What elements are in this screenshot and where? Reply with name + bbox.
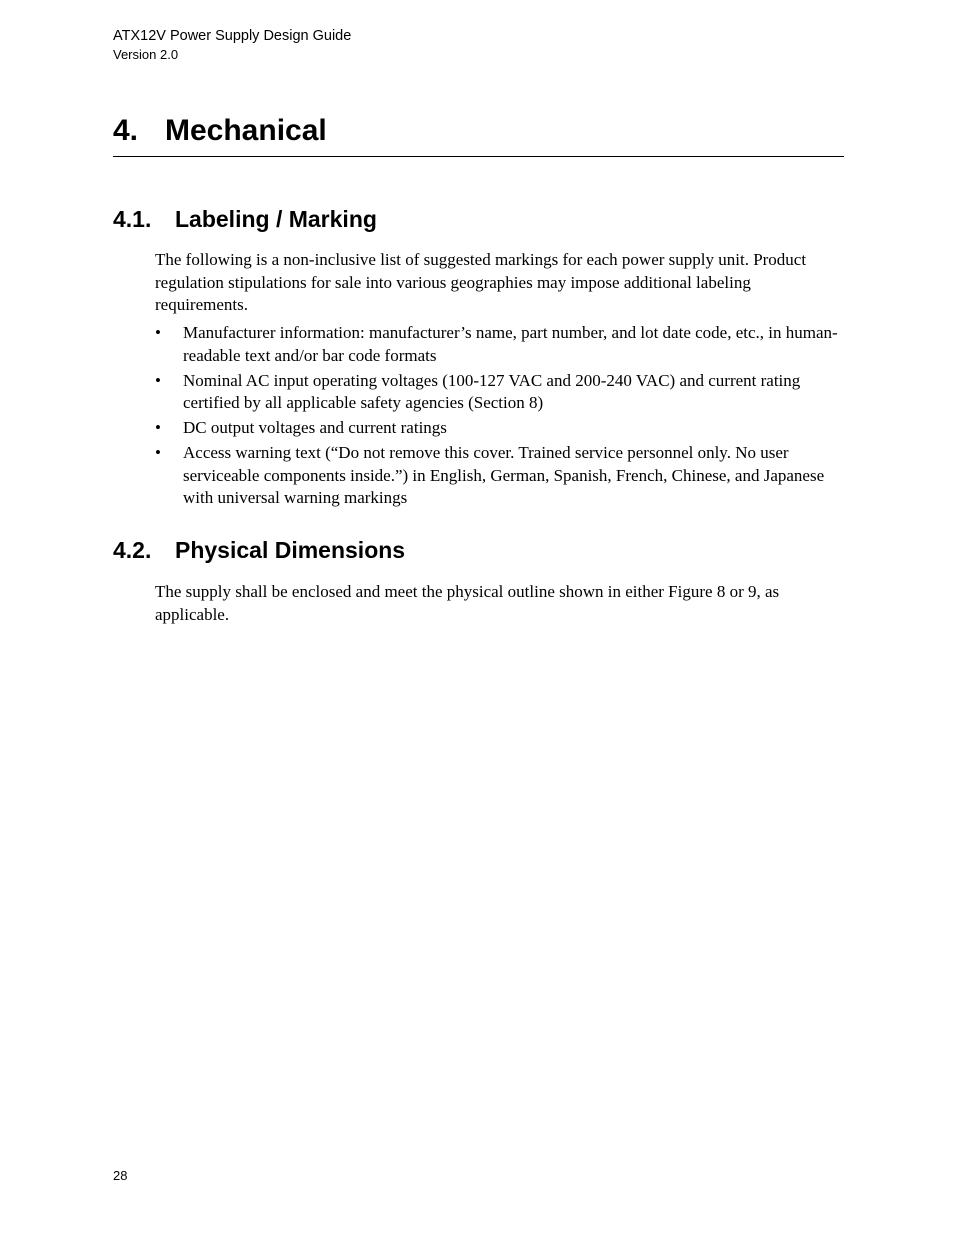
- bullet-icon: •: [155, 323, 161, 342]
- list-item: [155, 442, 845, 510]
- bullet-icon: •: [155, 443, 161, 462]
- document-header-title: ATX12V Power Supply Design Guide: [113, 28, 352, 44]
- marking-list: [155, 322, 845, 512]
- list-item: [155, 322, 845, 367]
- page-number: 28: [113, 1168, 128, 1183]
- list-item: [155, 417, 845, 440]
- list-item-text: Manufacturer information: manufacturer’s name, part number, and lot date code, etc., in human-readable text and/or bar code formats: [183, 323, 838, 365]
- section-heading-physical-dimensions: [113, 536, 405, 564]
- chapter-number: 4.: [113, 114, 139, 147]
- chapter-heading: [113, 108, 844, 157]
- list-item-text: DC output voltages and current ratings: [183, 418, 447, 437]
- section-number: 4.2.: [113, 537, 152, 563]
- labeling-paragraph: The following is a non-inclusive list of suggested markings for each power supply unit. Product regulation stipulations for sale into various geographies may impose additional labeling requirements.: [155, 250, 807, 314]
- list-item: [155, 370, 845, 415]
- bullet-icon: •: [155, 370, 161, 390]
- section-title: Physical Dimensions: [175, 537, 406, 563]
- document-version: Version 2.0: [113, 47, 179, 62]
- chapter-title: Mechanical: [165, 114, 327, 147]
- section-heading-labeling: [113, 205, 377, 233]
- physical-dimensions-paragraph: The supply shall be enclosed and meet the physical outline shown in either Figure 8 or 9, as applicable.: [155, 582, 780, 624]
- bullet-icon: •: [155, 418, 161, 437]
- section-title: Labeling / Marking: [175, 206, 377, 232]
- list-item-text: Nominal AC input operating voltages (100-127 VAC and 200-240 VAC) and current rating certified by all applicable safety agencies (Section 8): [183, 370, 801, 412]
- list-item-text: Access warning text (“Do not remove this cover. Trained service personnel only. No user serviceable components inside.”) in English, German, Spanish, French, Chinese, and Japanese with universal warning markings: [183, 443, 825, 507]
- section-number: 4.1.: [113, 206, 152, 232]
